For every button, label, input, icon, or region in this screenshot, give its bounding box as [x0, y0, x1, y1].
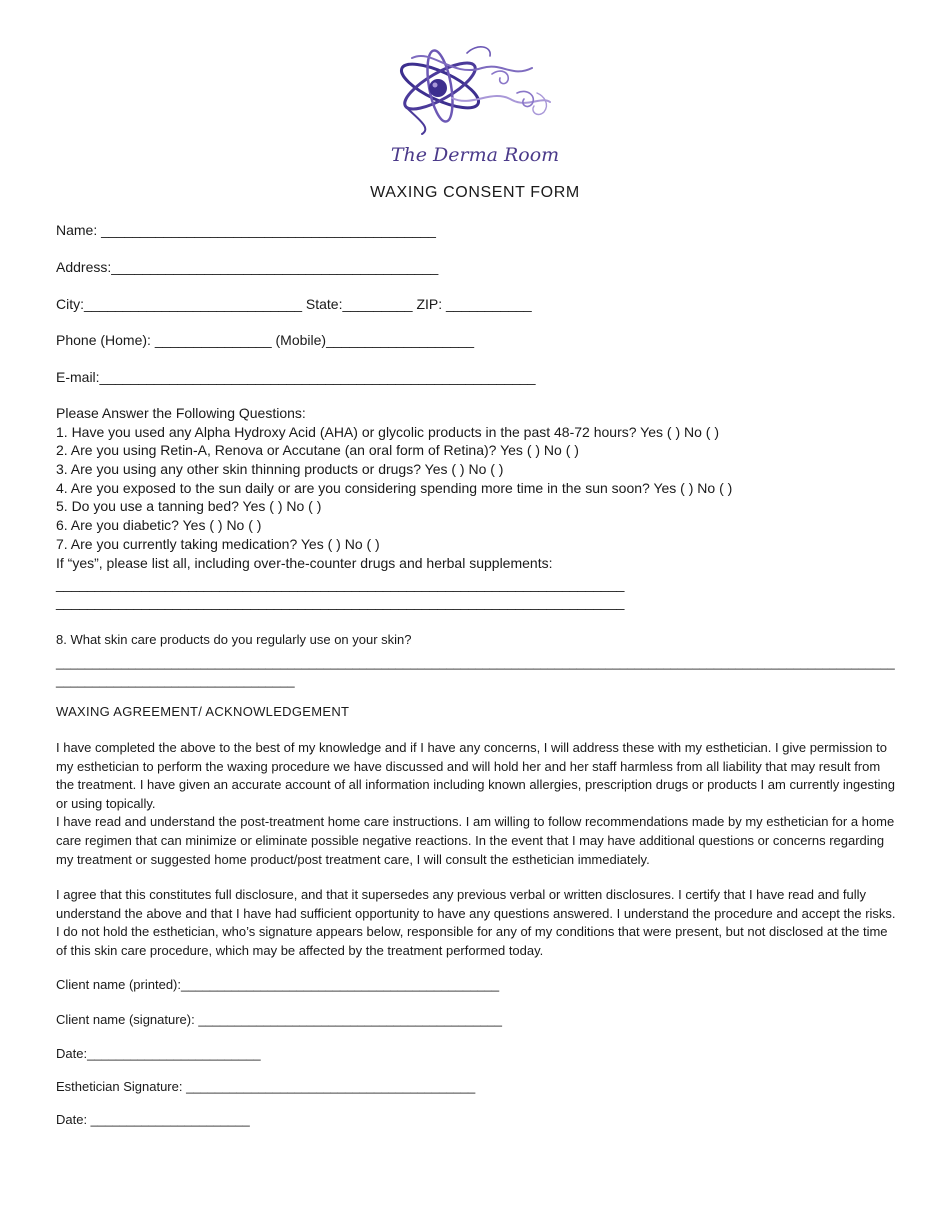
question-3[interactable]: 3. Are you using any other skin thinning products or drugs? Yes ( ) No ( )	[56, 461, 504, 477]
medication-line-1[interactable]: _________________________________________________________________________	[56, 576, 625, 592]
skin-care-line-1[interactable]: ____________________________________________________________________________________________________________________	[56, 655, 895, 670]
city-state-zip-field[interactable]: City:____________________________ State:_________ ZIP: ___________	[56, 296, 532, 312]
agreement-text-1: I have completed the above to the best of my knowledge and if I have any concerns, I will address these with my esthetician. I give permission to my esthetician to perform the waxing procedure we have discussed and will hold her and her staff harmless from all liability that may result from the treatment. I have given an accurate account of all information including known allergies, prescription drugs or products I am currently ingesting or using topically.	[56, 740, 895, 811]
date-field-1[interactable]: Date:________________________	[56, 1046, 261, 1061]
brand-name: The Derma Room	[390, 144, 560, 166]
question-4[interactable]: 4. Are you exposed to the sun daily or are you considering spending more time in the sun soon? Yes ( ) No ( )	[56, 480, 733, 496]
email-field[interactable]: E-mail:________________________________________________________	[56, 369, 536, 385]
medication-prompt: If “yes”, please list all, including over-the-counter drugs and herbal supplements:	[56, 555, 553, 571]
medication-line-2[interactable]: _________________________________________________________________________	[56, 594, 625, 610]
questions-intro: Please Answer the Following Questions:	[56, 405, 306, 421]
agreement-heading: WAXING AGREEMENT/ ACKNOWLEDGEMENT	[56, 704, 350, 719]
question-2[interactable]: 2. Are you using Retin-A, Renova or Accutane (an oral form of Retina)? Yes ( ) No ( )	[56, 442, 579, 458]
question-6[interactable]: 6. Are you diabetic? Yes ( ) No ( )	[56, 517, 262, 533]
question-7[interactable]: 7. Are you currently taking medication? Yes ( ) No ( )	[56, 536, 380, 552]
question-1[interactable]: 1. Have you used any Alpha Hydroxy Acid (AHA) or glycolic products in the past 48-72 hours? Yes ( ) No ( )	[56, 424, 719, 440]
client-signature-field[interactable]: Client name (signature): __________________________________________	[56, 1012, 502, 1027]
agreement-text-3: I agree that this constitutes full disclosure, and that it supersedes any previous verbal or written disclosures. I certify that I have read and fully understand the above and that I have had sufficient opportunity to have any questions answered. I understand the procedure and accept the risks. I do not hold the esthetician, who’s signature appears below, responsible for any of my conditions that were present, but not disclosed at the time of this skin care procedure, which may be affected by the treatment performed today.	[56, 887, 896, 958]
skin-care-question: 8. What skin care products do you regularly use on your skin?	[56, 632, 412, 647]
skin-care-line-2[interactable]: _________________________________	[56, 673, 295, 688]
agreement-paragraph-3	[56, 886, 898, 960]
question-5[interactable]: 5. Do you use a tanning bed? Yes ( ) No ( )	[56, 498, 322, 514]
agreement-paragraph-1	[56, 739, 898, 869]
esthetician-signature-field[interactable]: Esthetician Signature: ________________________________________	[56, 1079, 476, 1094]
address-field[interactable]: Address:__________________________________________	[56, 259, 439, 275]
date-field-2[interactable]: Date: ______________________	[56, 1112, 250, 1127]
phone-field[interactable]: Phone (Home): _______________ (Mobile)___________________	[56, 332, 475, 348]
name-field[interactable]: Name: ___________________________________________	[56, 222, 436, 238]
agreement-text-2: I have read and understand the post-treatment home care instructions. I am willing to follow recommendations made by my esthetician for a home care regimen that can minimize or eliminate possible negative reactions. In the event that I may have additional questions or concerns regarding my treatment or suggested home product/post treatment care, I will consult the esthetician immediately.	[56, 814, 895, 867]
form-title: WAXING CONSENT FORM	[370, 184, 580, 201]
client-name-printed-field[interactable]: Client name (printed):____________________________________________	[56, 977, 500, 992]
